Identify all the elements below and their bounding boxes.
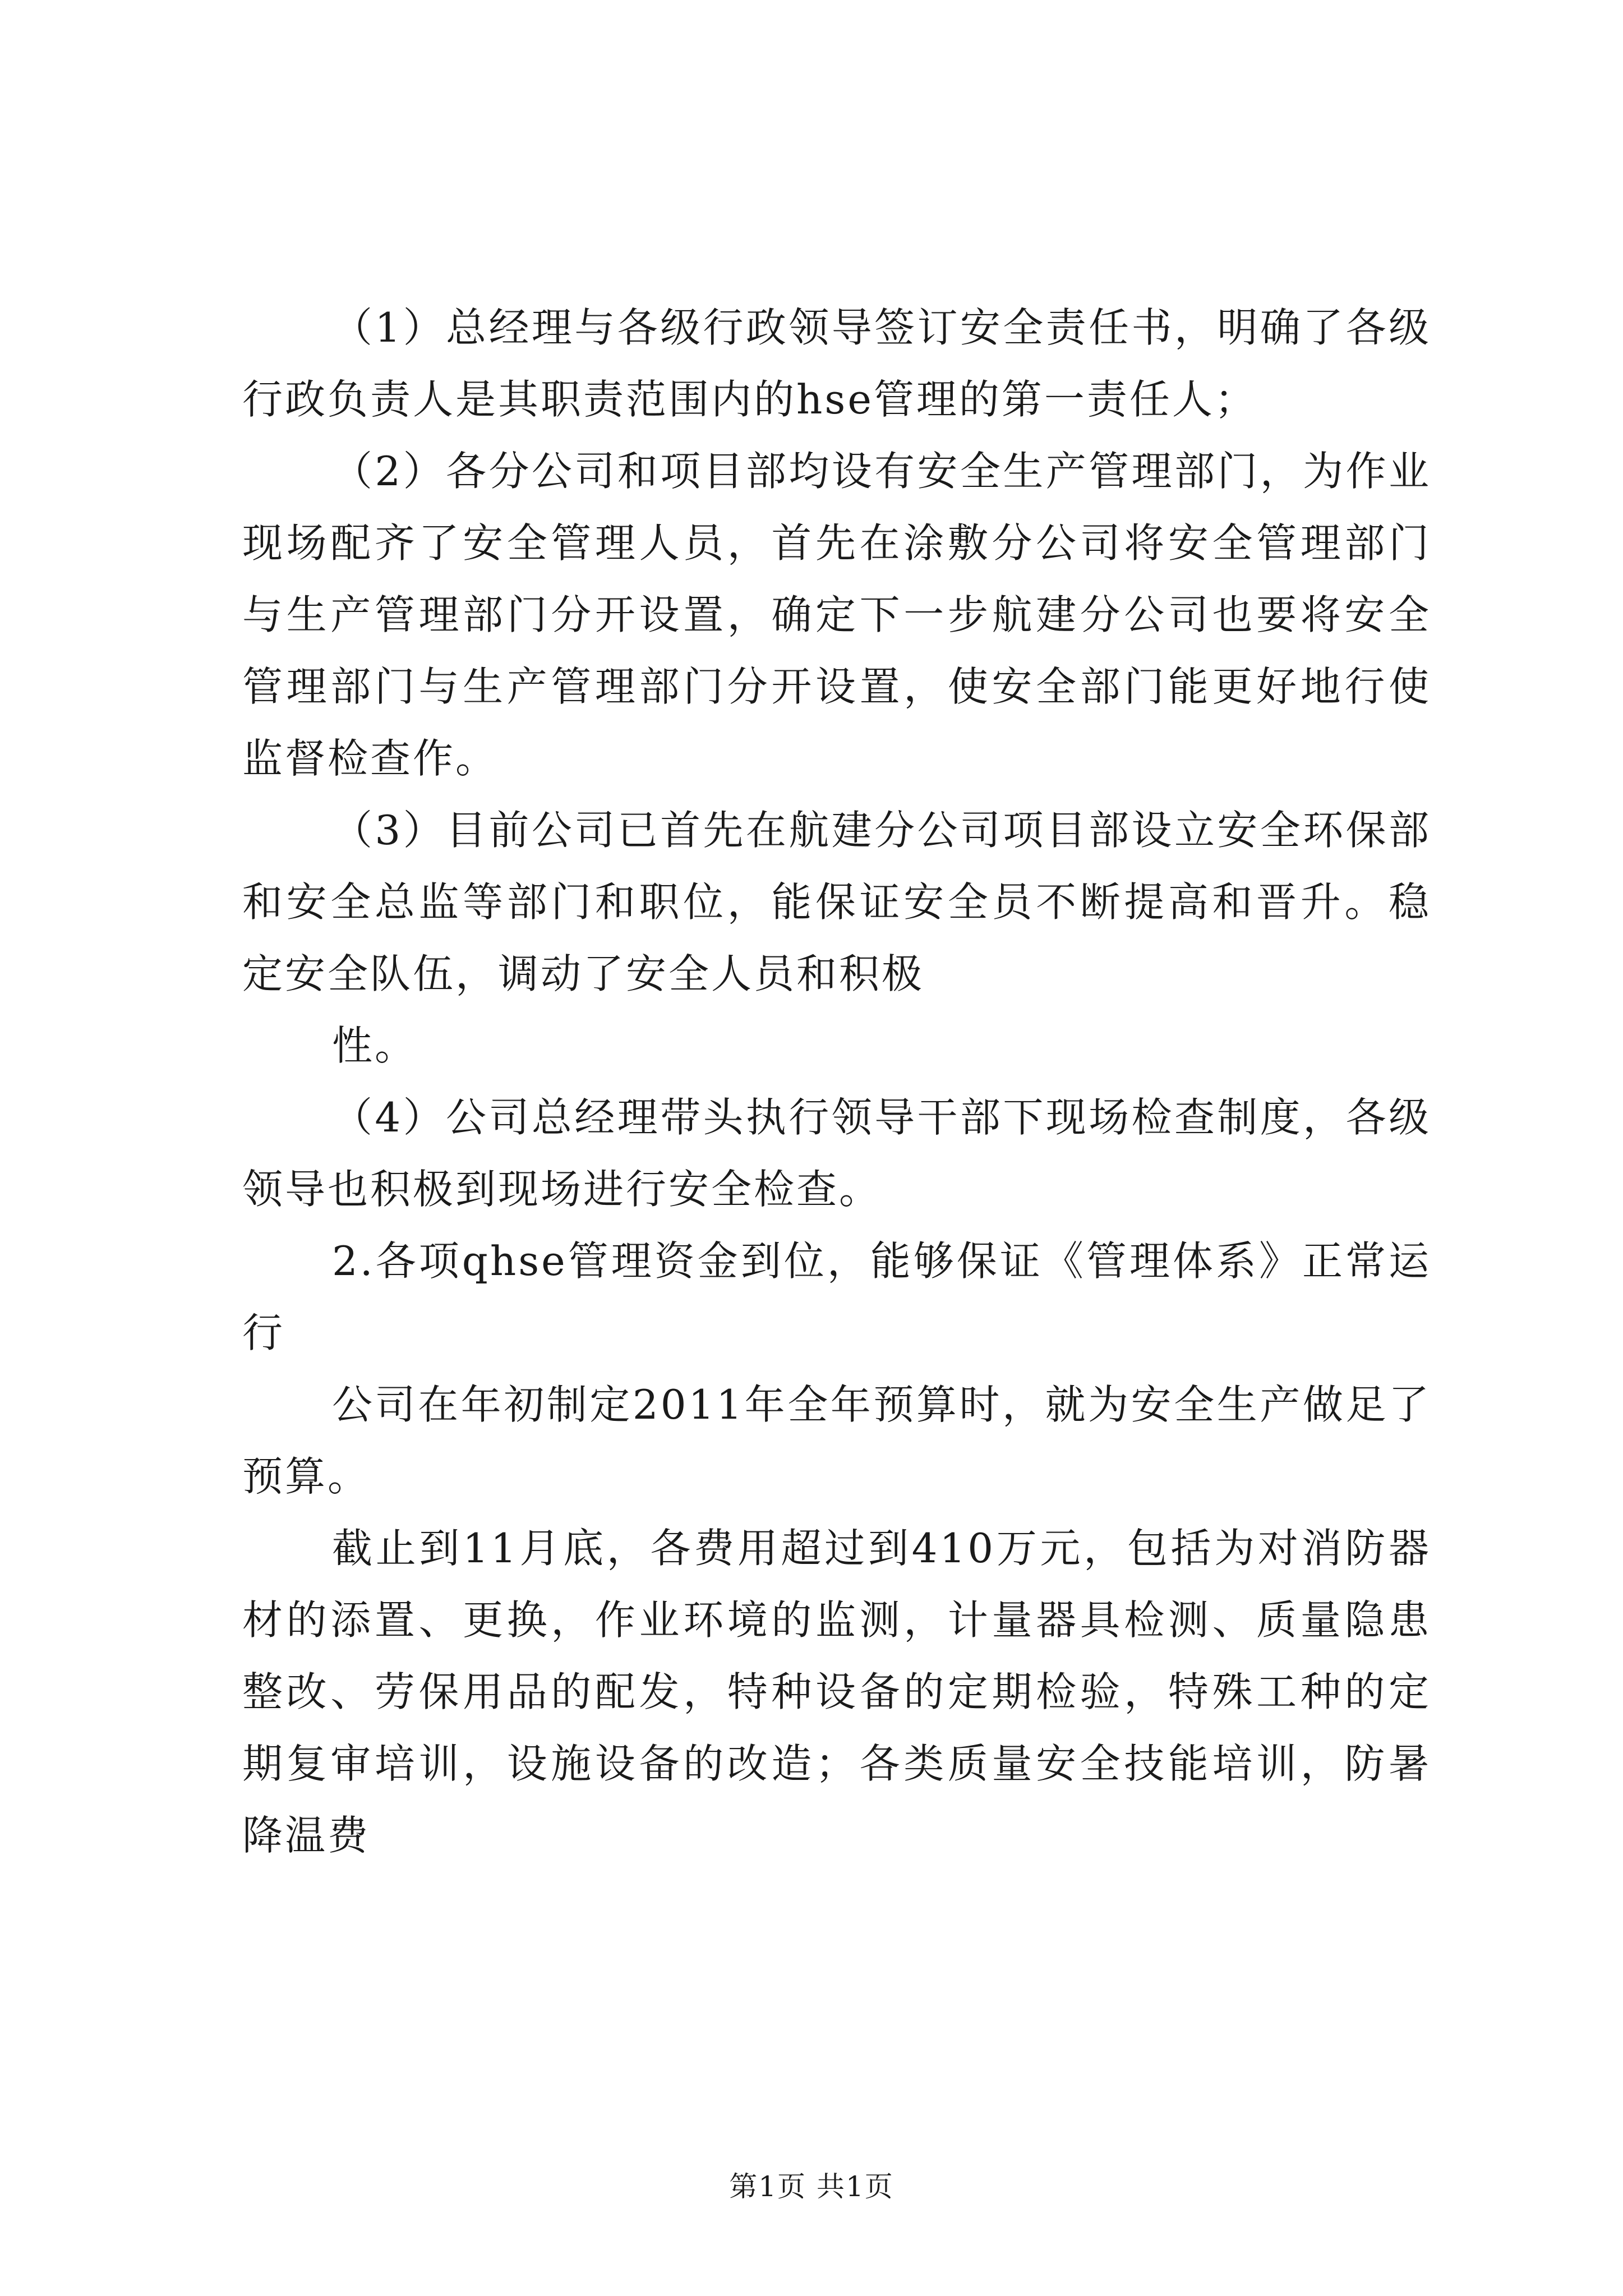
paragraph-expenses: 截止到11月底，各费用超过到410万元，包括为对消防器材的添置、更换，作业环境的监测，计量器具检测、质量隐患整改、劳保用品的配发，特种设备的定期检验，特殊工种的定期复审培训，设施设备的改造；各类质量安全技能培训，防暑降温费 [242, 1525, 1431, 1859]
section-heading-funding: 2.各项qhse管理资金到位，能够保证《管理体系》正常运行 [242, 1237, 1431, 1356]
paragraph-continuation: 性。 [332, 1022, 418, 1069]
paragraph-responsibility-letters: （1）总经理与各级行政领导签订安全责任书，明确了各级行政负责人是其职责范围内的hse管理的第一责任人； [242, 304, 1431, 423]
paragraph-onsite-inspection: （4）公司总经理带头执行领导干部下现场检查制度，各级领导也积极到现场进行安全检查。 [242, 1094, 1431, 1213]
document-body [242, 292, 1431, 1871]
paragraph-safety-positions: （3）目前公司已首先在航建分公司项目部设立安全环保部和安全总监等部门和职位，能保证安全员不断提高和晋升。稳定安全队伍，调动了安全人员和积极 [242, 807, 1431, 997]
page-number-footer: 第1页 共1页 [729, 2170, 894, 2203]
paragraph-safety-departments: （2）各分公司和项目部均设有安全生产管理部门，为作业现场配齐了安全管理人员，首先在涂敷分公司将安全管理部门与生产管理部门分开设置，确定下一步航建分公司也要将安全管理部门与生产管理部门分开设置，使安全部门能更好地行使监督检查作。 [242, 448, 1431, 782]
paragraph-annual-budget: 公司在年初制定2011年全年预算时，就为安全生产做足了预算。 [242, 1381, 1431, 1500]
